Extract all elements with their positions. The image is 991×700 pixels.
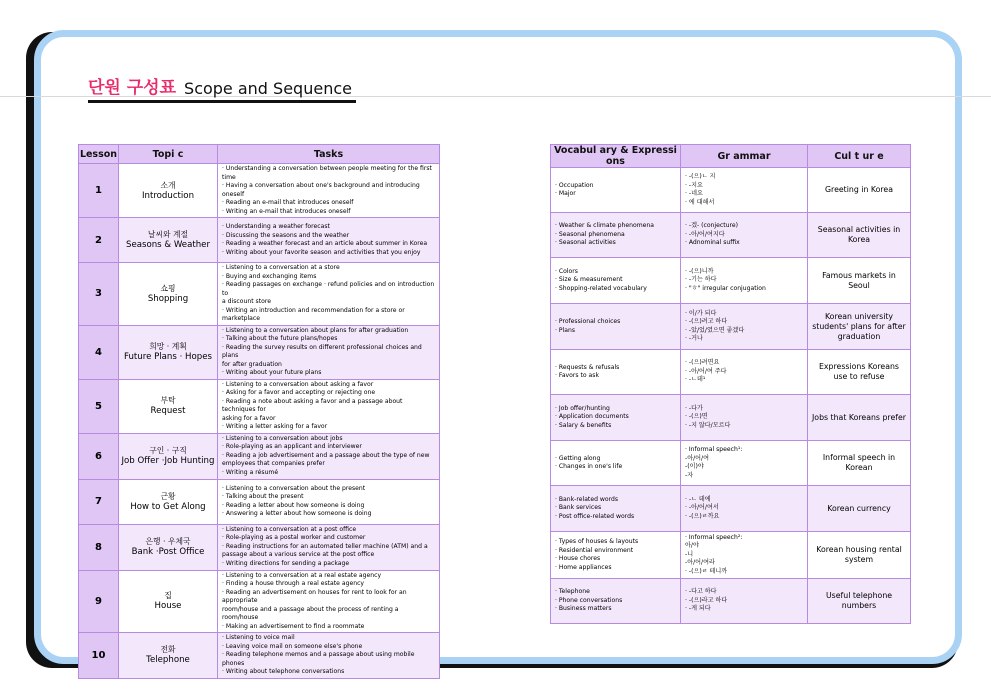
- cell-line: · -기는 하다: [685, 276, 717, 284]
- cell-line: · Reading instructions for an automated teller machine (ATM) and a: [222, 542, 428, 550]
- cell-line: · -아/어/여지다: [685, 230, 725, 238]
- cell-line: · Residential environment: [555, 546, 634, 554]
- topic-korean: 쇼핑: [160, 283, 176, 293]
- table-row: [79, 524, 440, 570]
- cell-line: · Making an advertisement to find a roommate: [222, 622, 365, 630]
- cell-line: · Role-playing as a postal worker and customer: [222, 534, 366, 542]
- topic-cell: [119, 570, 218, 633]
- table-row: [551, 579, 911, 624]
- topic-cell: [119, 325, 218, 379]
- header-tasks: Tasks: [218, 145, 440, 164]
- cell-line: · -(으)라고 하다: [685, 596, 728, 604]
- culture-cell: Jobs that Koreans prefer: [808, 395, 911, 441]
- cell-line: · Answering a letter about how someone is doing: [222, 510, 372, 517]
- cell-line: · Shopping-related vocabulary: [555, 284, 647, 292]
- cell-line: · Writing about your future plans: [222, 369, 322, 376]
- cell-line: · Informal speech¹:: [685, 446, 743, 453]
- culture-cell: Greeting in Korea: [808, 168, 911, 213]
- vocab-cell: [551, 486, 681, 532]
- cell-line: · Leaving voice mail on someone else's phone: [222, 642, 363, 650]
- cell-line: · -(으)ㄹ 테니까: [685, 567, 728, 575]
- table-row: [551, 258, 911, 304]
- table-row: [79, 433, 440, 479]
- topic-korean: 희망 · 계획: [149, 342, 187, 351]
- cell-line: · Listening to a conversation about the present: [222, 484, 366, 492]
- grammar-cell: [681, 441, 808, 486]
- cell-line: · Reading an advertisement on houses for rent to look for an appropriate: [222, 588, 407, 604]
- table-row: [551, 350, 911, 395]
- cell-line: · Understanding a weather forecast: [222, 223, 330, 230]
- cell-line: · -지요: [685, 181, 703, 189]
- table-row: [79, 479, 440, 524]
- lesson-number: 2: [79, 218, 119, 263]
- cell-line: · Business matters: [555, 605, 612, 613]
- cell-line: · Reading an e-mail that introduces oneself: [222, 199, 354, 206]
- vocab-cell: [551, 258, 681, 304]
- cell-line: · Talking about the future plans/hopes: [222, 335, 338, 342]
- cell-line: · -다가: [685, 404, 703, 412]
- header-lesson: Lesson: [79, 145, 119, 164]
- cell-line: · -(으)려면요: [685, 359, 720, 367]
- cell-line: · -(으)ㄹ까요: [685, 512, 720, 520]
- cell-line: · Bank-related words: [555, 495, 619, 503]
- cell-line: · -(으)면: [685, 413, 708, 421]
- cell-line: · Writing a letter asking for a favor: [222, 423, 328, 430]
- grammar-cell: [681, 304, 808, 350]
- cell-line: room/house and a passage about the process of renting a room/house: [222, 605, 399, 621]
- cell-line: · -(으)려고 하다: [685, 318, 728, 325]
- cell-line: employees that companies prefer: [222, 460, 325, 468]
- culture-cell: Expressions Koreans use to refuse: [808, 350, 911, 395]
- lesson-number: 5: [79, 379, 119, 433]
- cell-line: · -았/었/였으면 좋겠다: [685, 326, 745, 334]
- grammar-cell: [681, 168, 808, 213]
- cell-line: for after graduation: [222, 360, 282, 368]
- tasks-cell: [218, 633, 440, 679]
- tasks-cell: [218, 263, 440, 326]
- cell-line: · Listening to a conversation about asking a favor: [222, 380, 374, 388]
- cell-line: · Requests & refusals: [555, 363, 620, 371]
- tasks-cell: [218, 433, 440, 479]
- lesson-number: 4: [79, 325, 119, 379]
- topic-cell: [119, 633, 218, 679]
- grammar-cell: [681, 579, 808, 624]
- tasks-cell: [218, 570, 440, 633]
- cell-line: · Buying and exchanging items: [222, 272, 317, 280]
- tasks-cell: [218, 379, 440, 433]
- table-row: [79, 570, 440, 633]
- header-culture: Cul t ur e: [808, 145, 911, 168]
- cell-line: · -(으)ㄴ 지: [685, 173, 716, 180]
- cell-line: · Writing an introduction and recommendation for a store or marketplace: [222, 306, 405, 322]
- topic-korean: 근황: [160, 491, 176, 501]
- table-row: [79, 164, 440, 218]
- cell-line: · Having a conversation about one's background and introducing oneself: [222, 182, 420, 198]
- page-title: [88, 74, 356, 103]
- culture-cell: Useful telephone numbers: [808, 579, 911, 624]
- header-vocab: Vocabul ary & Expressi ons: [551, 145, 681, 168]
- lesson-number: 8: [79, 524, 119, 570]
- topic-english: How to Get Along: [130, 501, 206, 512]
- vocab-cell: [551, 579, 681, 624]
- topic-english: House: [154, 601, 182, 612]
- topic-korean: 부탁: [160, 396, 176, 405]
- cell-line: · Reading a letter about how someone is doing: [222, 501, 365, 509]
- vocab-cell: [551, 395, 681, 441]
- topic-korean: 전화: [160, 645, 176, 655]
- grammar-cell: [681, 395, 808, 441]
- lesson-number: 6: [79, 433, 119, 479]
- table-row: [79, 263, 440, 326]
- topic-english: Telephone: [146, 655, 190, 666]
- cell-line: · Talking about the present: [222, 493, 304, 500]
- table-row: [551, 213, 911, 258]
- topic-cell: [119, 479, 218, 524]
- vocab-cell: [551, 350, 681, 395]
- title-korean: 단원 구성표: [88, 78, 177, 98]
- cell-line: asking for a favor: [222, 414, 276, 422]
- cell-line: · Phone conversations: [555, 596, 623, 604]
- cell-line: · -지 않다/모르다: [685, 421, 731, 429]
- cell-line: · Informal speech²:: [685, 533, 743, 541]
- cell-line: · -다고 하다: [685, 588, 717, 596]
- table-row: [79, 218, 440, 263]
- culture-cell: Seasonal activities in Korea: [808, 213, 911, 258]
- grammar-cell: [681, 258, 808, 304]
- topic-cell: [119, 263, 218, 326]
- cell-line: · -(으)니까: [685, 267, 714, 275]
- header-topic: Topi c: [119, 145, 218, 164]
- cell-line: 아/야: [685, 542, 699, 550]
- tasks-cell: [218, 164, 440, 218]
- table-row: [79, 379, 440, 433]
- cell-line: -니: [685, 550, 694, 558]
- topic-korean: 은행 · 우체국: [145, 537, 191, 546]
- topic-cell: [119, 524, 218, 570]
- cell-line: · Adnominal suffix: [685, 239, 740, 247]
- table-row: [79, 325, 440, 379]
- cell-line: · Reading a note about asking a favor and a passage about techniques for: [222, 397, 403, 413]
- table-row: [79, 633, 440, 679]
- vocab-cell: [551, 532, 681, 579]
- topic-english: Request: [150, 406, 186, 416]
- cell-line: a discount store: [222, 298, 271, 305]
- topic-english: Seasons & Weather: [125, 240, 210, 250]
- cell-line: · -네요: [685, 190, 703, 197]
- cell-line: · Reading a job advertisement and a passage about the type of new: [222, 451, 430, 459]
- grammar-cell: [681, 486, 808, 532]
- culture-cell: Famous markets in Seoul: [808, 258, 911, 304]
- topic-cell: [119, 433, 218, 479]
- cell-line: · Writing directions for sending a package: [222, 559, 350, 567]
- topic-english: Shopping: [147, 293, 189, 304]
- cell-line: · Writing about your favorite season and activities that you enjoy: [222, 248, 421, 256]
- topic-english: Bank ·Post Office: [131, 547, 205, 557]
- cell-line: · Listening to a conversation at a real estate agency: [222, 571, 382, 579]
- cell-line: · Types of houses & layouts: [555, 538, 639, 545]
- cell-line: · Writing a résumé: [222, 468, 279, 476]
- table-row: [551, 532, 911, 579]
- tasks-cell: [218, 479, 440, 524]
- cell-line: · Finding a house through a real estate agency: [222, 580, 365, 587]
- cell-line: · Role-playing as an applicant and interviewer: [222, 443, 362, 451]
- cell-line: · Understanding a conversation between people meeting for the first time: [222, 165, 432, 181]
- cell-line: · Home appliances: [555, 563, 612, 571]
- cell-line: -(이)야: [685, 463, 704, 470]
- grammar-cell: [681, 532, 808, 579]
- topic-cell: [119, 379, 218, 433]
- grammar-cell: [681, 350, 808, 395]
- cell-line: · Size & measurement: [555, 276, 623, 284]
- topic-korean: 구인 · 구직: [149, 446, 187, 455]
- cell-line: · Listening to a conversation at a store: [222, 264, 340, 271]
- table-row: [551, 395, 911, 441]
- cell-line: · "ㅎ" irregular conjugation: [685, 284, 766, 292]
- lesson-number: 10: [79, 633, 119, 679]
- table-row: [551, 168, 911, 213]
- cell-line: · House chores: [555, 555, 601, 562]
- cell-line: · Favors to ask: [555, 372, 599, 379]
- cell-line: · Writing about telephone conversations: [222, 668, 345, 675]
- cell-line: · -게 되다: [685, 605, 711, 613]
- content-table: [550, 144, 911, 624]
- cell-line: · Getting along: [555, 454, 601, 462]
- table-row: [551, 486, 911, 532]
- cell-line: · Telephone: [555, 588, 590, 596]
- tasks-cell: [218, 218, 440, 263]
- cell-line: · Application documents: [555, 413, 629, 421]
- cell-line: · Reading a weather forecast and an article about summer in Korea: [222, 240, 428, 247]
- cell-line: -아/어/여라: [685, 559, 715, 567]
- cell-line: -자: [685, 471, 694, 479]
- cell-line: · -아/어/여 주다: [685, 367, 727, 375]
- cell-line: · Bank services: [555, 504, 602, 512]
- cell-line: · -거나: [685, 335, 703, 342]
- topic-korean: 소개: [160, 180, 176, 190]
- vocab-cell: [551, 213, 681, 258]
- cell-line: · Salary & benefits: [555, 421, 612, 429]
- cell-line: · Major: [555, 190, 576, 197]
- topic-english: Job Offer ·Job Hunting: [121, 456, 215, 466]
- tasks-cell: [218, 325, 440, 379]
- title-english: Scope and Sequence: [184, 79, 352, 98]
- cell-line: · Plans: [555, 326, 576, 334]
- cell-line: · Reading telephone memos and a passage about using mobile phones: [222, 651, 415, 667]
- cell-line: · -아/어/여서: [685, 504, 719, 512]
- cell-line: · Listening to voice mail: [222, 634, 295, 641]
- cell-line: · Reading passages on exchange · refund policies and on introduction to: [222, 281, 435, 297]
- topic-cell: [119, 218, 218, 263]
- topic-cell: [119, 164, 218, 218]
- cell-line: · Listening to a conversation about jobs: [222, 434, 343, 442]
- topic-korean: 날씨와 계절: [147, 230, 189, 239]
- cell-line: · Weather & climate phenomena: [555, 222, 654, 230]
- lessons-table: [78, 144, 440, 679]
- cell-line: -아/어/여: [685, 454, 709, 462]
- topic-english: Future Plans · Hopes: [124, 352, 212, 362]
- table-row: [551, 441, 911, 486]
- cell-line: · Post office-related words: [555, 512, 635, 520]
- cell-line: · Changes in one's life: [555, 463, 623, 470]
- lesson-number: 7: [79, 479, 119, 524]
- vocab-cell: [551, 168, 681, 213]
- cell-line: · Discussing the seasons and the weather: [222, 231, 350, 239]
- cell-line: · Job offer/hunting: [555, 404, 610, 412]
- culture-cell: Korean university students' plans for after graduation: [808, 304, 911, 350]
- cell-line: · Reading the survey results on different professional choices and plans: [222, 343, 422, 359]
- tasks-cell: [218, 524, 440, 570]
- culture-cell: Informal speech in Korean: [808, 441, 911, 486]
- lesson-number: 1: [79, 164, 119, 218]
- lesson-number: 3: [79, 263, 119, 326]
- culture-cell: Korean housing rental system: [808, 532, 911, 579]
- cell-line: · Writing an e-mail that introduces oneself: [222, 207, 351, 215]
- cell-line: · -겠- (conjecture): [685, 222, 738, 230]
- cell-line: · -ㄴ 데에: [685, 495, 711, 503]
- lesson-number: 9: [79, 570, 119, 633]
- cell-line: · Colors: [555, 267, 578, 275]
- grammar-cell: [681, 213, 808, 258]
- cell-line: passage about a various service at the post office: [222, 551, 375, 559]
- cell-line: · Asking for a favor and accepting or rejecting one: [222, 389, 376, 396]
- vocab-cell: [551, 304, 681, 350]
- topic-english: Introduction: [141, 190, 195, 201]
- cell-line: · -ㄴ데¹: [685, 376, 706, 384]
- table-row: [551, 304, 911, 350]
- culture-cell: Korean currency: [808, 486, 911, 532]
- cell-line: · Listening to a conversation at a post office: [222, 525, 357, 533]
- topic-korean: 집: [164, 591, 172, 601]
- cell-line: · Listening to a conversation about plans for after graduation: [222, 326, 409, 334]
- cell-line: · 에 대해서: [685, 198, 715, 206]
- cell-line: · Seasonal phenomena: [555, 230, 625, 238]
- cell-line: · Occupation: [555, 181, 594, 189]
- cell-line: · 이/가 되다: [685, 309, 717, 317]
- cell-line: · Seasonal activities: [555, 239, 616, 247]
- header-grammar: Gr ammar: [681, 145, 808, 168]
- vocab-cell: [551, 441, 681, 486]
- cell-line: · Professional choices: [555, 318, 621, 325]
